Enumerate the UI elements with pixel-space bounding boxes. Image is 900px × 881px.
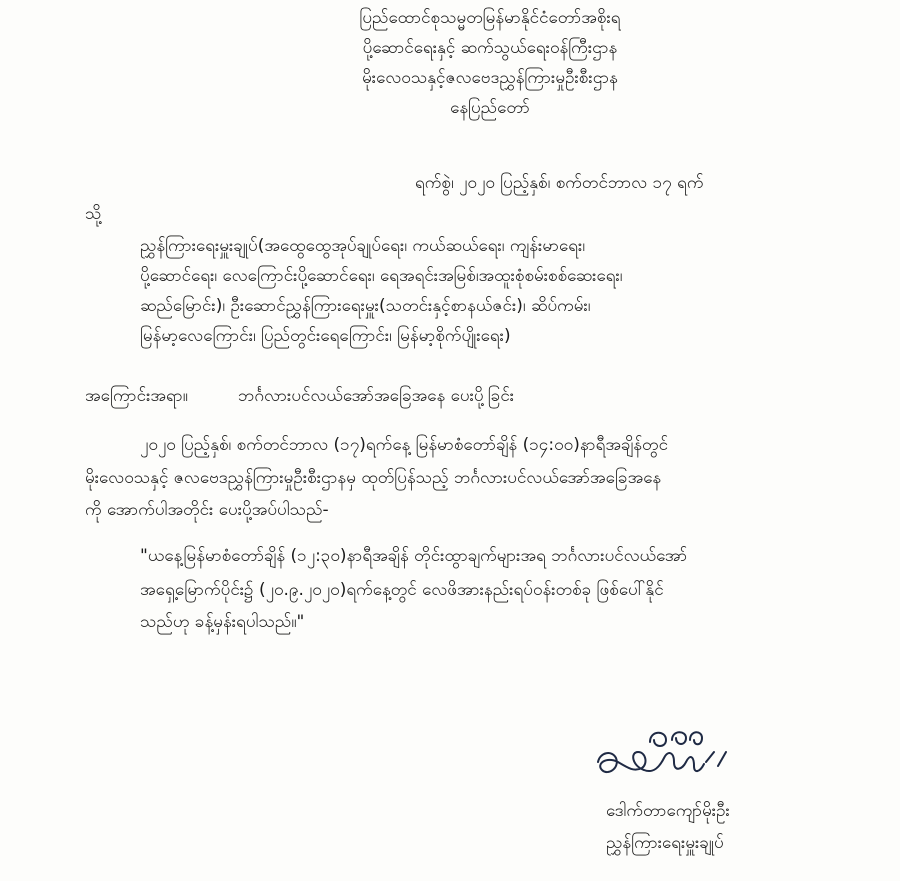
header-line-ministry: ပို့ဆောင်ရေးနှင့် ဆက်သွယ်ရေးဝန်ကြီးဌာန	[362, 38, 618, 58]
quote-line: အရှေ့မြောက်ပိုင်း၌ (၂၀.၉.၂၀၂၀)ရက်နေ့တွင် လေဖိအားနည်းရပ်ဝန်းတစ်ခု ဖြစ်ပေါ်နိုင်	[140, 580, 664, 600]
letter-date: ရက်စွဲ၊ ၂၀၂၀ ပြည့်နှစ်၊ စက်တင်ဘာလ ၁၇ ရက်	[415, 173, 704, 193]
body-line: ကို အောက်ပါအတိုင်း ပေးပို့အပ်ပါသည်-	[85, 500, 329, 520]
recipient-line: ဆည်မြောင်း)၊ ဦးဆောင်ညွှန်ကြားရေးမှူး(သတင်းနှင့်စာနယ်ဇင်း)၊ ဆိပ်ကမ်း၊	[140, 296, 591, 316]
signatory-name: ဒေါက်တာကျော်မိုးဦး	[606, 801, 730, 821]
to-label: သို့	[85, 204, 102, 224]
recipient-line: ညွှန်ကြားရေးမှူးချုပ်(အထွေထွေအုပ်ချုပ်ရေး၊ ကယ်ဆယ်ရေး၊ ကျန်းမာရေး၊	[140, 236, 586, 256]
recipient-line: ပို့ဆောင်ရေး၊ လေကြောင်းပို့ဆောင်ရေး၊ ရေအရင်းအမြစ်၊အထူးစုံစမ်းစစ်ဆေးရေး၊	[140, 266, 623, 286]
quote-line: "ယနေ့မြန်မာစံတော်ချိန် (၁၂:၃၀)နာရီအချိန် တိုင်းထွာချက်များအရ ဘင်္ဂလားပင်လယ်အော်	[140, 546, 688, 566]
header-line-government: ပြည်ထောင်စုသမ္မတမြန်မာနိုင်ငံတော်အစိုးရ	[359, 8, 621, 28]
subject-label: အကြောင်းအရာ။	[85, 386, 188, 406]
subject-text: ဘင်္ဂလားပင်လယ်အော်အခြေအနေ ပေးပို့ခြင်း	[238, 386, 515, 406]
signatory-title: ညွှန်ကြားရေးမှူးချုပ်	[606, 833, 724, 853]
header-line-department: မိုးလေဝသနှင့်ဇလဗေဒညွှန်ကြားမှုဦးစီးဌာန	[362, 68, 618, 88]
body-line: ၂၀၂၀ ပြည့်နှစ်၊ စက်တင်ဘာလ (၁၇)ရက်နေ့ မြန်မာစံတော်ချိန် (၁၄:၀၀)နာရီအချိန်တွင်	[140, 435, 669, 455]
handwritten-signature	[590, 722, 740, 790]
header-line-city: နေပြည်တော်	[450, 98, 530, 118]
body-line: မိုးလေဝသနှင့် ဇလဗေဒညွှန်ကြားမှုဦးစီးဌာနမှ ထုတ်ပြန်သည့် ဘင်္ဂလားပင်လယ်အော်အခြေအနေ	[85, 468, 662, 488]
quote-line: သည်ဟု ခန့်မှန်းရပါသည်။"	[140, 612, 305, 632]
recipient-line: မြန်မာ့လေကြောင်း၊ ပြည်တွင်းရေကြောင်း၊ မြန်မာ့စိုက်ပျိုးရေး)	[140, 326, 511, 346]
